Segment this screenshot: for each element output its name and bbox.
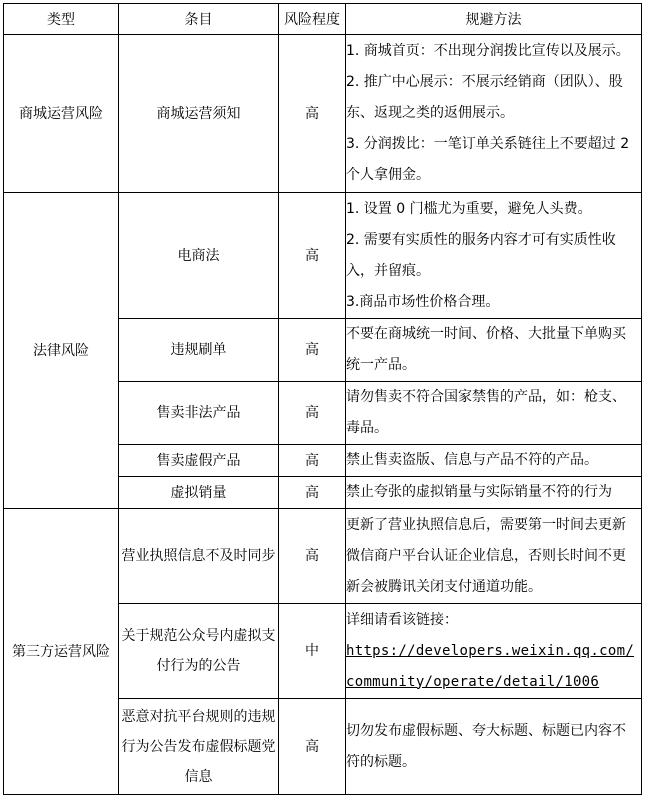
method-cell [346, 509, 642, 604]
table-row [4, 35, 642, 193]
method-line: 2. 推广中心展示：不展示经销商（团队）、股 [346, 74, 623, 90]
method-line: 1. 设置 0 门槛尤为重要，避免人头费。 [346, 200, 592, 217]
method-line: 详细请看该链接： [346, 611, 458, 628]
method-line: 毒品。 [346, 420, 388, 436]
item-cell: 电商法 [119, 193, 279, 319]
risk-level-cell: 高 [279, 699, 346, 795]
method-cell [346, 477, 642, 509]
item-cell: 营业执照信息不及时同步 [119, 509, 279, 604]
method-cell [346, 193, 642, 319]
method-line: 禁止售卖盗版、信息与产品不符的产品。 [346, 452, 598, 468]
item-cell: 恶意对抗平台规则的违规行为公告发布虚假标题党信息 [119, 699, 279, 795]
risk-level-cell: 高 [279, 193, 346, 319]
method-line: 符的标题。 [346, 753, 416, 770]
category-cell: 商城运营风险 [4, 35, 119, 193]
risk-level-cell: 高 [279, 319, 346, 382]
header-item: 条目 [119, 4, 279, 35]
risk-level-cell: 高 [279, 382, 346, 445]
method-cell [346, 35, 642, 193]
category-cell: 第三方运营风险 [4, 509, 119, 795]
risk-table [3, 3, 642, 795]
header-method: 规避方法 [346, 4, 642, 35]
method-line: 新会被腾讯关闭支付通道功能。 [346, 578, 542, 595]
method-cell [346, 604, 642, 699]
item-cell: 售卖虚假产品 [119, 445, 279, 477]
method-line: 东、返现之类的返佣展示。 [346, 105, 514, 121]
method-cell [346, 445, 642, 477]
risk-level-cell: 高 [279, 35, 346, 193]
link-line[interactable] [346, 667, 641, 698]
method-line: 3.商品市场性价格合理。 [346, 293, 500, 310]
category-cell: 法律风险 [4, 193, 119, 509]
method-cell [346, 699, 642, 795]
method-line: 统一产品。 [346, 357, 416, 373]
table-row [4, 509, 642, 604]
method-cell [346, 319, 642, 382]
method-line: 入，并留痕。 [346, 262, 430, 279]
developer-community-link-continued[interactable]: community/operate/detail/1006 [346, 673, 600, 690]
header-type: 类型 [4, 4, 119, 35]
method-line: 禁止夸张的虚拟销量与实际销量不符的行为 [346, 484, 612, 500]
method-line: 不要在商城统一时间、价格、大批量下单购买 [346, 326, 626, 342]
item-cell: 商城运营须知 [119, 35, 279, 193]
method-line: 切勿发布虚假标题、夸大标题、标题已内容不 [346, 722, 626, 739]
item-cell: 关于规范公众号内虚拟支付行为的公告 [119, 604, 279, 699]
item-cell: 虚拟销量 [119, 477, 279, 509]
method-line: 更新了营业执照信息后，需要第一时间去更新 [346, 516, 626, 533]
item-cell: 违规刷单 [119, 319, 279, 382]
method-line: 3. 分润拨比：一笔订单关系链往上不要超过 2 [346, 136, 630, 152]
link-line[interactable] [346, 636, 641, 667]
header-level: 风险程度 [279, 4, 346, 35]
method-cell [346, 382, 642, 445]
table-row [4, 193, 642, 319]
method-line: 微信商户平台认证企业信息，否则长时间不更 [346, 547, 626, 564]
method-line: 请勿售卖不符合国家禁售的产品，如：枪支、 [346, 389, 626, 405]
header-row [4, 4, 642, 35]
method-line: 个人拿佣金。 [346, 167, 430, 183]
risk-level-cell: 高 [279, 509, 346, 604]
item-cell: 售卖非法产品 [119, 382, 279, 445]
risk-level-cell: 中 [279, 604, 346, 699]
developer-community-link[interactable]: https://developers.weixin.qq.com/ [346, 642, 635, 659]
risk-level-cell: 高 [279, 445, 346, 477]
risk-level-cell: 高 [279, 477, 346, 509]
method-line: 1. 商城首页：不出现分润拨比宣传以及展示。 [346, 43, 630, 59]
method-line: 2. 需要有实质性的服务内容才可有实质性收 [346, 231, 616, 248]
